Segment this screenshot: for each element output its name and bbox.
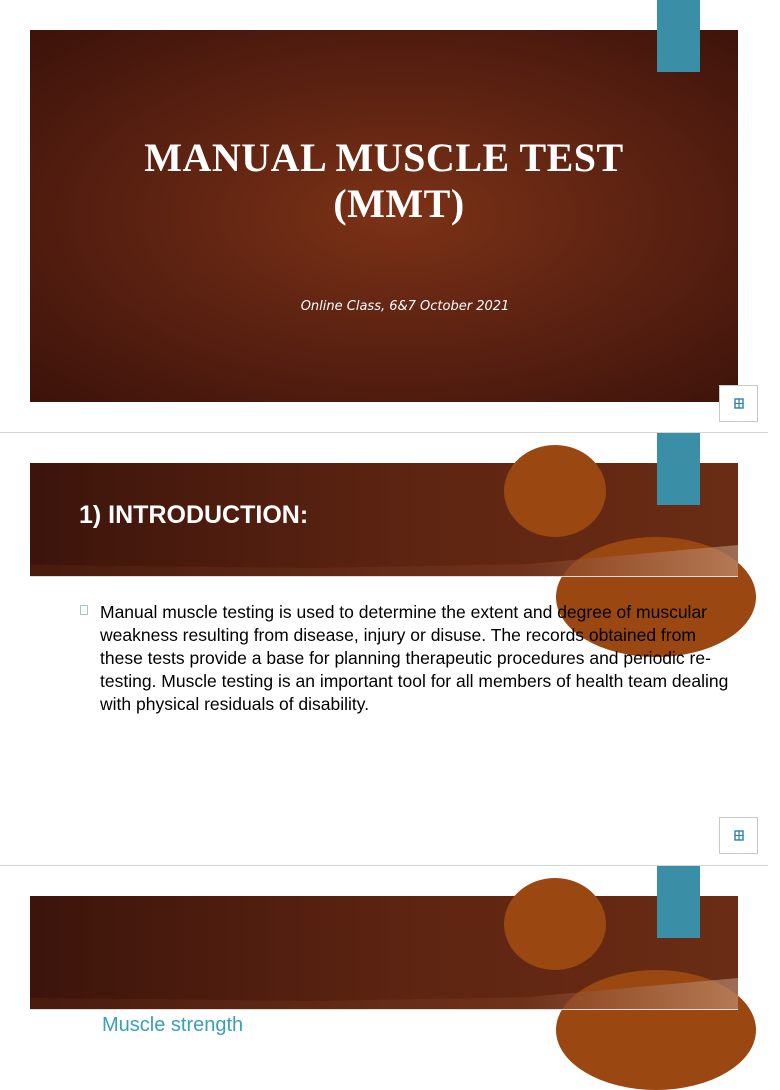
presentation-subtitle: Online Class, 6&7 October 2021 xyxy=(300,299,510,314)
title-slide xyxy=(0,0,768,432)
decor-circle xyxy=(504,445,606,537)
title-line-1: MANUAL MUSCLE TEST xyxy=(144,135,624,180)
header-underline xyxy=(30,576,738,577)
accent-tab xyxy=(657,866,700,938)
slide-glyph-icon xyxy=(734,398,744,409)
accent-tab xyxy=(657,0,700,72)
introduction-slide xyxy=(0,433,768,865)
title-line-2: (MMT) xyxy=(333,181,465,226)
slide-icon[interactable] xyxy=(719,385,758,422)
next-slide xyxy=(0,866,768,1036)
accent-tab xyxy=(657,433,700,505)
section-heading: 1) INTRODUCTION: xyxy=(79,501,309,529)
presentation-title xyxy=(30,135,738,227)
bullet-text: Manual muscle testing is used to determine the extent and degree of muscular weakness resulting from disease, injury or disuse. The records obtained from these tests provide a base for planning therapeutic procedures and periodic re-testing. Muscle testing is an important tool for all members of health team dealing with physical residuals of disability. xyxy=(100,602,729,714)
header-underline xyxy=(30,1009,738,1010)
bullet-item xyxy=(80,601,730,716)
bullet-icon xyxy=(80,605,88,615)
next-slide-heading: Muscle strength xyxy=(102,1014,244,1036)
slide-glyph-icon xyxy=(734,830,744,841)
header-band xyxy=(30,896,738,1010)
slide-icon[interactable] xyxy=(719,817,758,854)
decor-circle xyxy=(504,878,606,970)
